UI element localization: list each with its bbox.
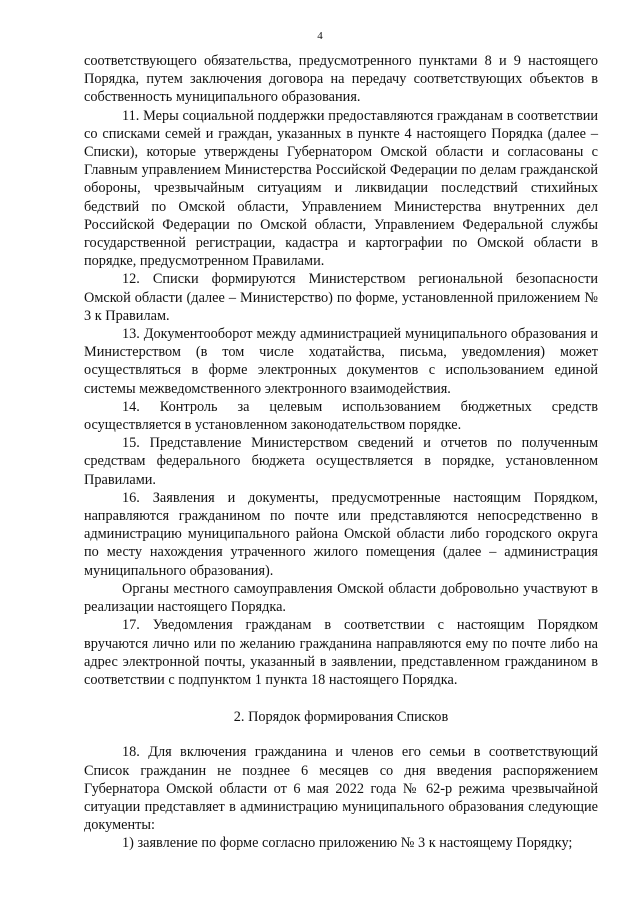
paragraph-17: 17. Уведомления гражданам в соответствии с настоящим Порядком вручаются лично или по желанию гражданина направляются ему по почте либо на адрес электронной почты, указанный в заявлении, представленном гражданином в соответствии с подпунктом 1 пункта 18 настоящего Порядка.	[84, 617, 598, 688]
section-heading: 2. Порядок формирования Списков	[233, 709, 449, 726]
document-body	[84, 52, 598, 853]
paragraph-local-authorities: Органы местного самоуправления Омской области добровольно участвуют в реализации настоящего Порядка.	[84, 580, 598, 616]
paragraph-11: 11. Меры социальной поддержки предоставляются гражданам в соответствии со списками семей и граждан, указанных в пункте 4 настоящего Порядка (далее – Списки), которые утверждены Губернатором Омской области и согласованы с Главным управлением Министерства Российской Федерации по делам гражданской обороны, чрезвычайным ситуациям и ликвидации последствий стихийных бедствий по Омской области, Управлением Министерства внутренних дел Российской Федерации по Омской области, Управлением Федеральной службы государственной регистрации, кадастра и картографии по Омской области в порядке, предусмотренном Правилами.	[84, 107, 598, 270]
page-number: 4	[317, 30, 323, 42]
paragraph-16: 16. Заявления и документы, предусмотренные настоящим Порядком, направляются гражданином по почте или представляются непосредственно в администрацию муниципального района Омской области либо городского округа по месту нахождения утраченного жилого помещения (далее – администрация муниципального образования).	[84, 489, 598, 579]
paragraph-18: 18. Для включения гражданина и членов его семьи в соответствующий Список гражданин не позднее 6 месяцев со дня введения распоряжением Губернатора Омской области от 6 мая 2022 года № 62-р режима чрезвычайной ситуации представляет в администрацию муниципального образования следующие документы:	[84, 744, 598, 834]
paragraph-15: 15. Представление Министерством сведений и отчетов по полученным средствам федерального бюджета осуществляется в порядке, установленном Правилами.	[84, 435, 598, 488]
paragraph-13: 13. Документооборот между администрацией муниципального образования и Министерством (в том числе ходатайства, письма, уведомления) может осуществляться в форме электронных документов с использованием единой системы межведомственного электронного взаимодействия.	[84, 326, 598, 397]
paragraph-14: 14. Контроль за целевым использованием бюджетных средств осуществляется в установленном законодательством порядке.	[84, 398, 598, 434]
paragraph-continuation: соответствующего обязательства, предусмотренного пунктами 8 и 9 настоящего Порядка, путем заключения договора на передачу соответствующих объектов в собственность муниципального образования.	[84, 53, 598, 106]
paragraph-12: 12. Списки формируются Министерством региональной безопасности Омской области (далее – Министерство) по форме, установленной приложением № 3 к Правилам.	[84, 271, 598, 324]
list-item-1: 1) заявление по форме согласно приложению № 3 к настоящему Порядку;	[122, 835, 573, 852]
